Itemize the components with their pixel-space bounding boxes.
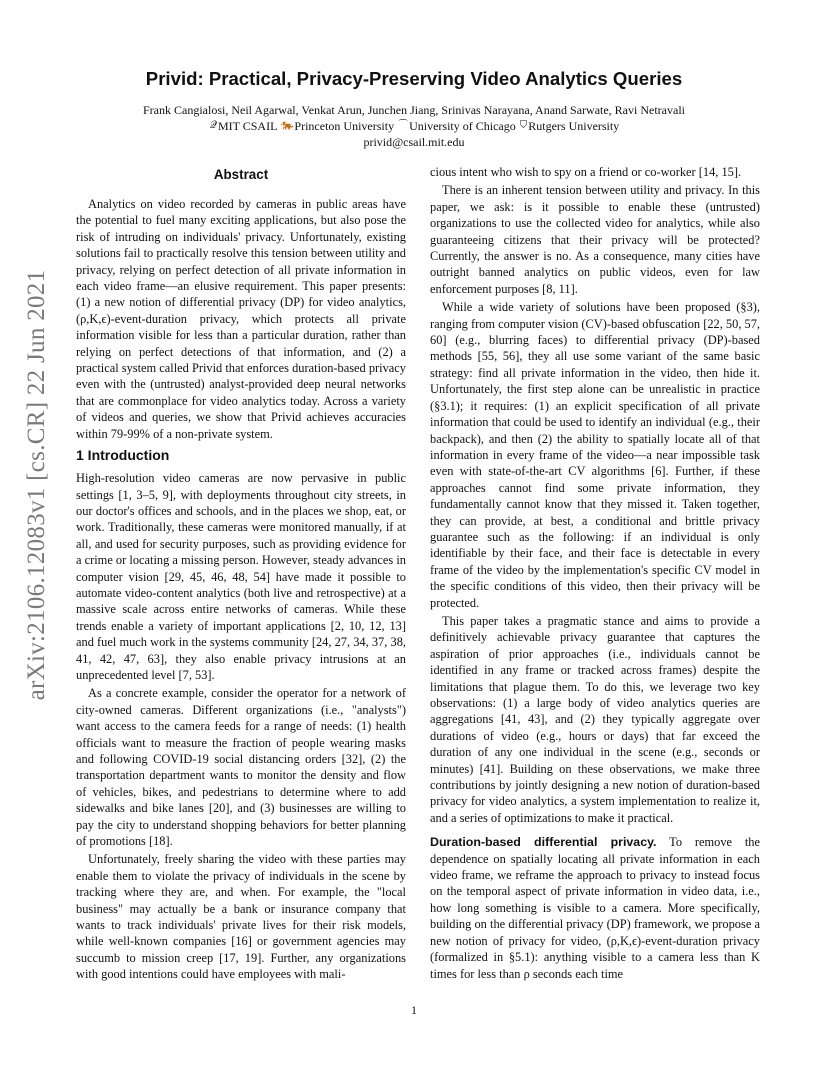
affiliation-rutgers: Rutgers University <box>528 119 620 133</box>
section-heading-introduction: 1 Introduction <box>76 447 170 464</box>
rutgers-shield-icon: ⛉ <box>519 120 528 131</box>
right-column <box>430 164 760 982</box>
intro-paragraph-3-continued: cious intent who wish to spy on a friend or co-worker [14, 15]. <box>430 165 742 179</box>
author-names: Frank Cangialosi, Neil Agarwal, Venkat Arun, Junchen Jiang, Srinivas Narayana, Anand Sarwate, Ravi Netravali <box>143 103 685 117</box>
intro-paragraph-3: Unfortunately, freely sharing the video with these parties may enable them to violate the privacy of individuals in the scene by tracking where they are, and when. For example, the "local business" may actually be a bank or insurance company that wants to track individuals' private lives for their risk models, while well-known companies [16] or government agencies may succumb to mission creep [17, 19]. Further, any organizations with good intentions could have employees with mali- <box>76 852 406 982</box>
princeton-tiger-icon: 🐅 <box>280 120 294 131</box>
contact-email: privid@csail.mit.edu <box>363 135 465 149</box>
affiliation-mit: MIT CSAIL <box>217 119 277 133</box>
affiliation-princeton: Princeton University <box>294 119 395 133</box>
author-list <box>60 102 768 118</box>
intro-paragraph-5: While a wide variety of solutions have been proposed (§3), ranging from computer vision (CV)-based obfuscation [22, 50, 57, 60] (e.g., blurring faces) to differential privacy (DP)-based methods [55, 56], they all use some variant of the same basic strategy: find all private information in the video, then hide it. Unfortunately, the first step alone can be unrealistic in practice (§3.1); it requires: (1) an explicit specification of all private information that could be used to identify an individual (e.g., their backpack), and then (2) the ability to spatially locate all of that information in every frame of the video—a near impossible task even with state-of-the-art CV algorithms [6]. Further, if these approaches cannot find some private information, they fundamentally cannot know that they missed it. Taken together, they can provide, at best, a conditional and brittle privacy guarantee such as the following: if an individual is only identifiable by their face, and their face is detectable in every frame of the video by the implementation's specific CV model in the specific conditions of this video, then their privacy will be protected. <box>430 300 761 610</box>
arxiv-identifier-text: arXiv:2106.12083v1 [cs.CR] 22 Jun 2021 <box>23 269 50 701</box>
author-block <box>60 102 768 150</box>
arxiv-identifier <box>22 269 52 701</box>
intro-paragraph-6: This paper takes a pragmatic stance and aims to provide a definitively achievable privacy guarantee that captures the aspiration of prior approaches (i.e., individuals cannot be identified in any frame or tracked across frames) despite the limitations that plague them. To do this, we leverage two key observations: (1) a large body of video analytics queries are aggregations [41, 43], and (2) they typically aggregate over durations of video (e.g., hours or days) that far exceed the duration of any one individual in the scene (e.g., seconds or minutes) [41]. Building on these observations, we make three contributions by jointly designing a new notion of duration-based privacy for video analytics, a system implementation to realize it, and a series of optimizations to make it practical. <box>430 613 760 825</box>
abstract-heading: Abstract <box>213 167 269 182</box>
intro-paragraph-2: As a concrete example, consider the operator for a network of city-owned cameras. Different organizations (i.e., "analysts") want access to the camera feeds for a range of needs: (1) health officials want to measure the fraction of people wearing masks and following COVID-19 social distancing orders [32], (2) the transportation department wants to monitor the density and flow of vehicles, bikes, and pedestrians to determine where to add sidewalks and bike lanes [20], and (3) businesses are willing to pay the city to understand shopping behaviors for better planning of promotions [18]. <box>76 686 406 849</box>
intro-paragraph-7 <box>430 834 760 982</box>
paper-title: Privid: Practical, Privacy-Preserving Video Analytics Queries <box>145 68 683 89</box>
affiliation-chicago: University of Chicago <box>409 119 516 133</box>
chicago-arc-icon: ⌒ <box>398 120 409 131</box>
intro-paragraph-1: High-resolution video cameras are now pervasive in public settings [1, 3–5, 9], with deployments throughout city streets, in our doctor's offices and schools, and in the places we shop, eat, or work. Traditionally, these cameras were monitored manually, if at all, and used for security purposes, such as providing evidence for a crime or locating a missing person. However, steady advances in computer vision [29, 45, 46, 48, 54] have made it possible to automate video-content analytics (both live and retrospective) at a massive scale across entire networks of cameras. While these trends enable a variety of important applications [2, 10, 12, 13] and fuel much work in the systems community [24, 27, 34, 37, 38, 41, 42, 47, 63], they also enable privacy intrusions at an unprecedented level [7, 53]. <box>76 471 406 682</box>
run-in-heading: Duration-based differential privacy. <box>430 835 657 850</box>
left-column <box>76 166 406 983</box>
page-number: 1 <box>411 1003 417 1017</box>
intro-paragraph-7-text: To remove the dependence on spatially locating all private information in each video frame, we reframe the approach to privacy to instead focus on the temporal aspect of private information in video data, i.e., how long something is visible to a camera. More specifically, building on the differential privacy (DP) framework, we propose a new notion of privacy for video, (ρ,K,ϵ)-event-duration privacy (formalized in §5.1): anything visible to a camera less than K times for less than ρ seconds each time <box>430 835 760 981</box>
mit-symbol-icon: 𝒬 <box>209 120 217 131</box>
affiliation-list <box>60 118 768 134</box>
abstract-text: Analytics on video recorded by cameras in public areas have the potential to fuel many exciting applications, but also pose the risk of intruding on individuals' privacy. Unfortunately, existing solutions fail to practically resolve this tension between utility and privacy, relying on perfect detection of all private information in each video frame—an elusive requirement. This paper presents: (1) a new notion of differential privacy (DP) for video analytics, (ρ,K,ϵ)-event-duration privacy, which protects all private information visible for less than a particular duration, rather than relying on perfect detections of that information, and (2) a practical system called Privid that enforces duration-based privacy even with the (untrusted) analyst-provided deep neural networks that are commonplace for video analytics today. Across a variety of videos and queries, we show that Privid achieves accuracies within 79-99% of a non-private system. <box>76 197 406 441</box>
intro-paragraph-4: There is an inherent tension between utility and privacy. In this paper, we ask: is it possible to enable these (untrusted) organizations to use the collected video for analytics, while also guaranteeing citizens that their privacy will be protected? Currently, the answer is no. As a consequence, many cities have outright banned analytics on public videos, even for law enforcement purposes [8, 11]. <box>430 183 760 296</box>
